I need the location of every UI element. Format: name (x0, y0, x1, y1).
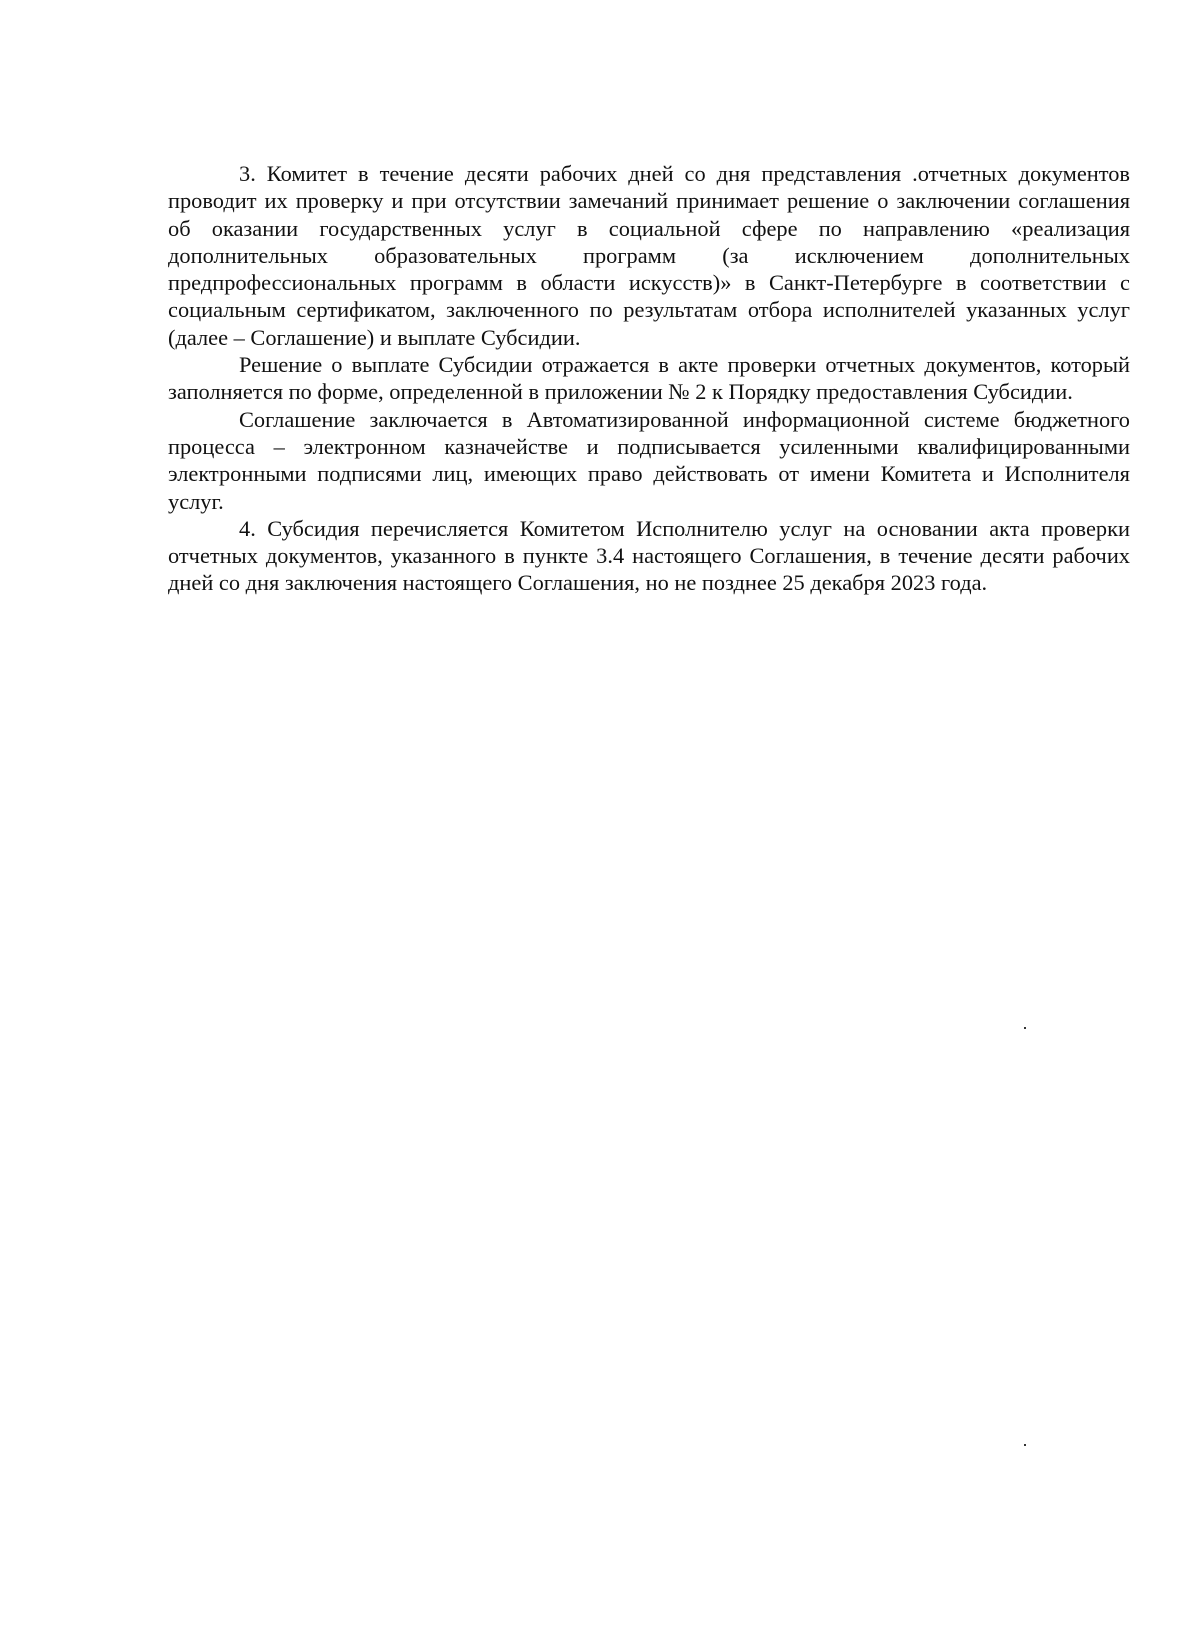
document-body (168, 160, 1130, 597)
scan-speck (1024, 1444, 1026, 1446)
paragraph-4-subsidy-transfer: 4. Субсидия перечисляется Комитетом Исполнителю услуг на основании акта проверки отчетных документов, указанного в пункте 3.4 настоящего Соглашения, в течение десяти рабочих дней со дня заключения настоящего Соглашения, но не позднее 25 декабря 2023 года. (168, 515, 1130, 596)
paragraph-3-decision: 3. Комитет в течение десяти рабочих дней со дня представления .отчетных документов проводит их проверку и при отсутствии замечаний принимает решение о заключении соглашения об оказании государственных услуг в социальной сфере по направлению «реализация дополнительных образовательных программ (за исключением дополнительных предпрофессиональных программ в области искусств)» в Санкт-Петербурге в соответствии с социальным сертификатом, заключенного по результатам отбора исполнителей указанных услуг (далее – Соглашение) и выплате Субсидии. (168, 161, 1130, 350)
paragraph-agreement-signing: Соглашение заключается в Автоматизированной информационной системе бюджетного процесса – электронном казначействе и подписывается усиленными квалифицированными электронными подписями лиц, имеющих право действовать от имени Комитета и Исполнителя услуг. (168, 406, 1130, 514)
paragraph-act-of-inspection: Решение о выплате Субсидии отражается в акте проверки отчетных документов, который заполняется по форме, определенной в приложении № 2 к Порядку предоставления Субсидии. (168, 352, 1130, 405)
scan-speck (1024, 1027, 1026, 1029)
